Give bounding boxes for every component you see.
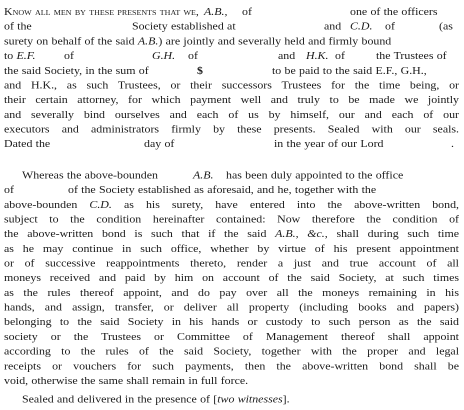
text-line — [4, 182, 459, 197]
text-segment: Whereas the above-bounden — [22, 168, 158, 182]
text-segment: A.B., — [204, 4, 228, 18]
text-segment: has been duly appointed to the office — [226, 168, 404, 182]
text-segment: A.B. — [193, 168, 214, 182]
text-line: or of successive reappointments thereto, render a just and true account of all — [4, 256, 459, 270]
text-line — [4, 33, 459, 48]
text-line: their certain attorney, for which payment well and truly to be made we jointly — [4, 93, 459, 106]
text-segment: surety on behalf of the said A.B.) are jointly and severally held and firmly bound — [4, 34, 392, 48]
text-segment: the said Society, in the sum of — [4, 63, 149, 77]
text-line: executors and administrators firmly by these presents. Sealed with our seals. — [4, 122, 459, 136]
text-segment: of — [64, 48, 74, 62]
text-segment: one of the officers — [350, 4, 438, 18]
text-segment: G.H. — [152, 48, 176, 62]
text-line: and severally bind ourselves and each of us by himself, our and each of our — [4, 107, 459, 121]
text-segment: of — [335, 48, 345, 62]
text-line: the above-written bond is such that if the said A.B., &c., shall during such time — [4, 227, 459, 240]
text-line: receipts or vouchers for such payments, then the above-written bond shall be — [4, 359, 459, 373]
text-line — [4, 63, 459, 78]
text-segment: of — [242, 4, 252, 18]
text-line: void, otherwise the same shall remain in full force. — [4, 373, 249, 387]
text-line: hands, and assign, transfer, or deliver all property (including books and papers) — [4, 300, 459, 314]
witness-line — [4, 391, 459, 406]
text-line: as the rules thereof appoint, and do pay over all the moneys remaining in his — [4, 285, 459, 299]
text-line — [4, 48, 459, 63]
text-segment: of the Society established as aforesaid, and he, together with the — [68, 182, 377, 196]
text-segment: Know all men by these presents that we, — [4, 4, 199, 18]
text-segment: the Trustees of — [376, 48, 447, 62]
text-line — [4, 167, 459, 182]
text-line: belonging to the said Society in his hands or custody to such person as the said — [4, 315, 459, 328]
text-segment: of the — [4, 19, 32, 33]
text-line: above-bounden C.D. as his surety, have entered into the above-written bond, — [4, 197, 459, 211]
text-line — [4, 136, 459, 151]
text-segment: Society established at — [132, 19, 236, 33]
text-line — [4, 19, 459, 34]
text-segment: and — [324, 19, 342, 33]
text-segment: C.D. — [350, 19, 373, 33]
dollar-sign: $ — [197, 63, 203, 77]
text-segment: of — [4, 182, 14, 196]
text-segment: of — [385, 19, 395, 33]
text-segment: to be paid to the said E.F., G.H., — [272, 63, 427, 77]
text-segment: Sealed and delivered in the presence of [two witnesses]. — [22, 392, 290, 406]
text-line — [4, 4, 459, 19]
text-segment: and — [278, 48, 296, 62]
text-segment: of — [188, 48, 198, 62]
text-line: according to the rules of the said Society, together with the proper and legal — [4, 344, 459, 358]
text-segment: Dated the — [4, 137, 51, 150]
text-segment: to E.F. — [4, 48, 36, 62]
text-line: as he may continue in such office, whether by virtue of his present appointment — [4, 241, 459, 255]
text-line: subject to the condition hereinafter contained: Now therefore the condition of — [4, 212, 459, 226]
text-line: society or the Trustees or Committee of Management thereof shall appoint — [4, 329, 459, 343]
text-segment: day of — [144, 137, 175, 150]
text-line: and H.K., as such Trustees, or their successors Trustees for the time being, or — [4, 78, 459, 92]
text-segment: H.K. — [306, 48, 329, 62]
text-line: moneys received and paid by him on account of the said Society, at such times — [4, 271, 459, 284]
text-segment: in the year of our Lord — [274, 137, 384, 150]
text-segment: . — [451, 137, 454, 150]
text-segment: (as — [439, 19, 453, 33]
